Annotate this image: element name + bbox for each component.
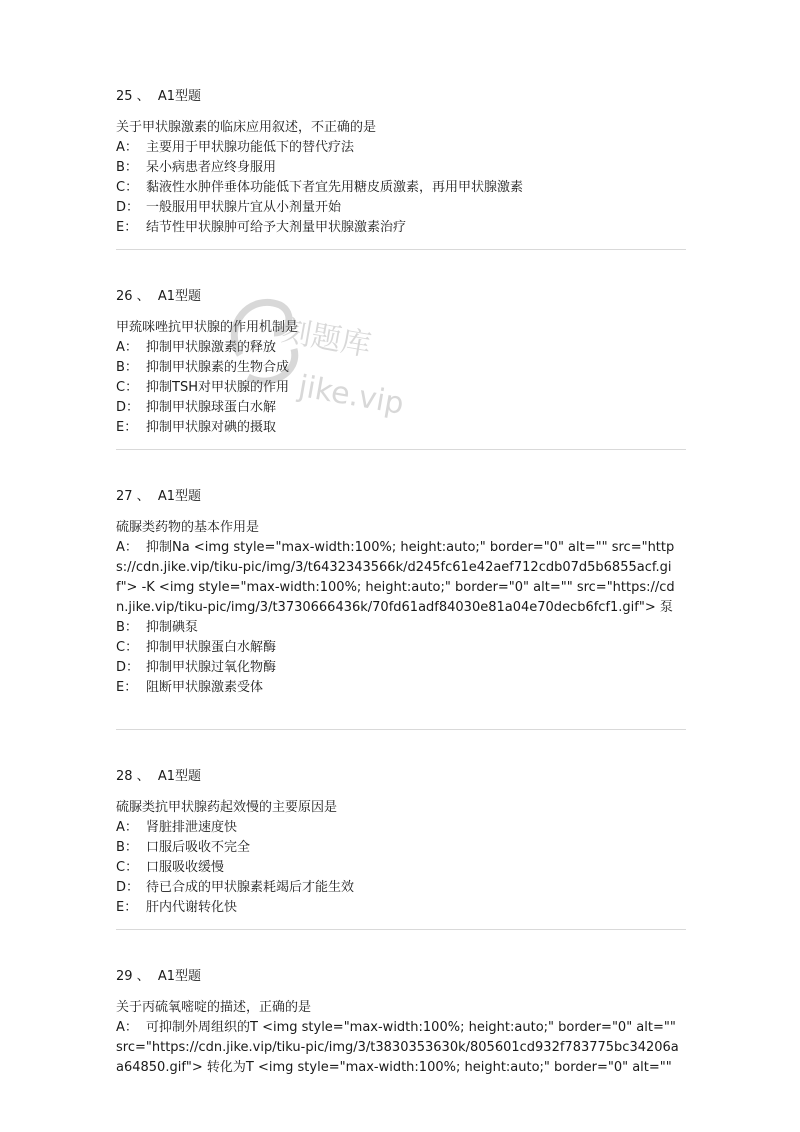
option-c — [116, 858, 686, 878]
question-header — [116, 967, 686, 987]
option-key: C： — [116, 640, 139, 655]
option-c — [116, 638, 686, 658]
question-number: 29 、 — [116, 969, 150, 984]
option-a — [116, 818, 686, 838]
option-text: 抑制Na <img style="max-width:100%; height:auto;" border="0" alt="" src="https://cdn.jike.vip/tiku-pic/img/3/t6432343566k/d245fc61e42aef712cdb07d5b6855acf.gif"> -K <img style="max-width:100%; height:auto;" border="0" alt="" src="https://cdn.jike.vip/tiku-pic/img/3/t3730666436k/70fd61adf84030e81a04e70decb6fcf1.gif"> 泵 — [116, 540, 675, 615]
option-text: 可抑制外周组织的T <img style="max-width:100%; height:auto;" border="0" alt="" src="https://cdn.jike.vip/tiku-pic/img/3/t3830353630k/805601cd932f783775bc34206aa64850.gif"> 转化为T <img style="max-width:100%; height:auto;" border="0" alt="" — [116, 1020, 679, 1075]
option-key: E： — [116, 680, 138, 695]
question-header — [116, 87, 686, 107]
option-a — [116, 138, 686, 158]
question-header — [116, 767, 686, 787]
question-header — [116, 287, 686, 307]
option-key: A： — [116, 820, 138, 835]
option-key: A： — [116, 540, 138, 555]
watermark-text-url: jike.vip — [295, 368, 407, 422]
question-stem: 硫脲类抗甲状腺药起效慢的主要原因是 — [116, 800, 338, 815]
question-stem: 甲巯咪唑抗甲状腺的作用机制是 — [116, 320, 299, 335]
option-text: 主要用于甲状腺功能低下的替代疗法 — [146, 140, 355, 155]
option-c — [116, 178, 686, 198]
question-type: A1型题 — [157, 489, 201, 504]
option-key: D： — [116, 400, 140, 415]
option-text: 抑制碘泵 — [146, 620, 199, 635]
option-text: 抑制甲状腺激素的释放 — [146, 340, 277, 355]
option-key: B： — [116, 160, 138, 175]
option-key: C： — [116, 380, 139, 395]
option-text: 肝内代谢转化快 — [146, 900, 238, 915]
option-e — [116, 418, 686, 438]
question-stem: 关于丙硫氧嘧啶的描述，正确的是 — [116, 1000, 312, 1015]
option-key: E： — [116, 220, 138, 235]
option-key: E： — [116, 420, 138, 435]
option-text: 一般服用甲状腺片宜从小剂量开始 — [146, 200, 342, 215]
option-text: 抑制甲状腺蛋白水解酶 — [146, 640, 277, 655]
option-key: C： — [116, 860, 139, 875]
option-b — [116, 838, 686, 858]
option-key: B： — [116, 620, 138, 635]
option-e — [116, 678, 686, 698]
option-key: B： — [116, 360, 138, 375]
question-divider — [116, 249, 686, 250]
question-type: A1型题 — [157, 969, 201, 984]
option-key: D： — [116, 880, 140, 895]
option-a — [116, 1018, 686, 1078]
question-divider — [116, 449, 686, 450]
option-d — [116, 878, 686, 898]
question-header — [116, 487, 686, 507]
option-d — [116, 198, 686, 218]
question-type: A1型题 — [157, 89, 201, 104]
option-text: 肾脏排泄速度快 — [146, 820, 238, 835]
option-text: 待已合成的甲状腺素耗竭后才能生效 — [146, 880, 355, 895]
question-29 — [116, 967, 686, 1078]
option-text: 结节性甲状腺肿可给予大剂量甲状腺激素治疗 — [146, 220, 407, 235]
option-key: A： — [116, 140, 138, 155]
question-25 — [116, 87, 686, 238]
question-number: 25 、 — [116, 89, 150, 104]
option-key: C： — [116, 180, 139, 195]
option-text: 呆小病患者应终身服用 — [146, 160, 277, 175]
option-b — [116, 158, 686, 178]
option-e — [116, 218, 686, 238]
option-text: 抑制甲状腺对碘的摄取 — [146, 420, 277, 435]
option-key: D： — [116, 660, 140, 675]
question-divider — [116, 729, 686, 730]
option-key: B： — [116, 840, 138, 855]
option-text: 抑制甲状腺过氧化物酶 — [146, 660, 277, 675]
question-number: 28 、 — [116, 769, 150, 784]
question-26 — [116, 287, 686, 438]
question-stem: 关于甲状腺激素的临床应用叙述，不正确的是 — [116, 120, 377, 135]
option-b — [116, 618, 686, 638]
option-key: A： — [116, 340, 138, 355]
option-text: 阻断甲状腺激素受体 — [146, 680, 264, 695]
option-text: 抑制甲状腺球蛋白水解 — [146, 400, 277, 415]
question-number: 27 、 — [116, 489, 150, 504]
option-b — [116, 358, 686, 378]
option-text: 口服后吸收不完全 — [146, 840, 251, 855]
question-stem: 硫脲类药物的基本作用是 — [116, 520, 260, 535]
question-number: 26 、 — [116, 289, 150, 304]
option-e — [116, 898, 686, 918]
option-a — [116, 538, 686, 618]
option-c — [116, 378, 686, 398]
question-28 — [116, 767, 686, 918]
question-27 — [116, 487, 686, 698]
watermark-text-cn: 刻题库 — [278, 313, 374, 364]
option-a — [116, 338, 686, 358]
option-text: 口服吸收缓慢 — [146, 860, 225, 875]
option-text: 抑制甲状腺素的生物合成 — [146, 360, 290, 375]
option-key: E： — [116, 900, 138, 915]
question-type: A1型题 — [157, 289, 201, 304]
option-d — [116, 658, 686, 678]
option-key: D： — [116, 200, 140, 215]
question-divider — [116, 929, 686, 930]
option-d — [116, 398, 686, 418]
question-type: A1型题 — [157, 769, 201, 784]
option-text: 黏液性水肿伴垂体功能低下者宜先用糖皮质激素，再用甲状腺激素 — [146, 180, 524, 195]
option-text: 抑制TSH对甲状腺的作用 — [146, 380, 289, 395]
option-key: A： — [116, 1020, 138, 1035]
